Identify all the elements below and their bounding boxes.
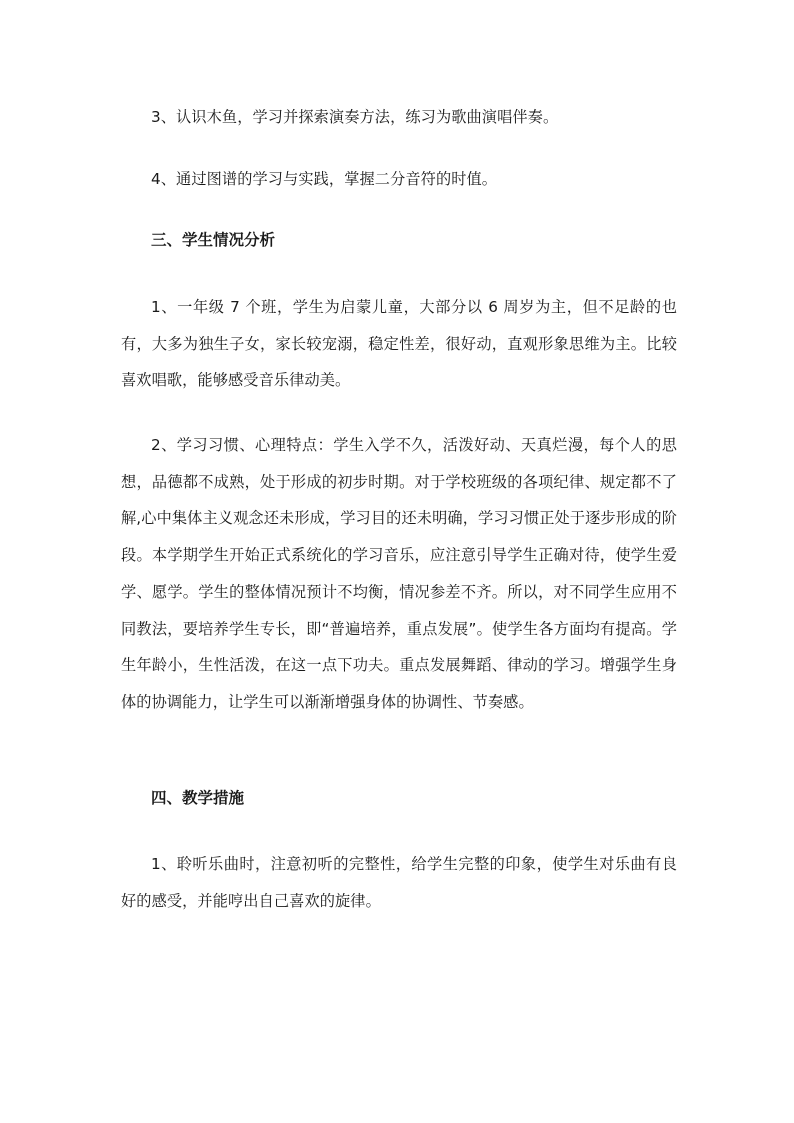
paragraph-item-4: 4、通过图谱的学习与实践，掌握二分音符的时值。 — [151, 170, 498, 188]
section-heading-student-analysis: 三、学生情况分析 — [151, 231, 276, 249]
paragraph-student-analysis-2: 2、学习习惯、心理特点：学生入学不久，活泼好动、天真烂漫，每个人的思想，品德都不成熟，处于形成的初步时期。对于学校班级的各项纪律、规定都不了解,心中集体主义观念还未形成，学习目的还未明确，学习习惯正处于逐步形成的阶段。本学期学生开始正式系统化的学习音乐，应注意引导学生正确对待，使学生爱学、愿学。学生的整体情况预计不均衡，情况参差不齐。所以，对不同学生应用不同教法，要培养学生专长，即“普遍培养，重点发展”。使学生各方面均有提高。学生年龄小，生性活泼，在这一点下功夫。重点发展舞蹈、律动的学习。增强学生身体的协调能力，让学生可以渐渐增强身体的协调性、节奏感。 — [121, 436, 677, 711]
paragraph-student-analysis-1: 1、一年级 7 个班，学生为启蒙儿童，大部分以 6 周岁为主，但不足龄的也有，大多为独生子女，家长较宠溺，稳定性差，很好动，直观形象思维为主。比较喜欢唱歌，能够感受音乐律动美。 — [121, 298, 677, 390]
section-heading-teaching-measures: 四、教学措施 — [151, 789, 245, 807]
paragraph-item-3: 3、认识木鱼，学习并探索演奏方法，练习为歌曲演唱伴奏。 — [151, 108, 559, 126]
paragraph-teaching-measures-1: 1、聆听乐曲时，注意初听的完整性，给学生完整的印象，使学生对乐曲有良好的感受，并能哼出自己喜欢的旋律。 — [121, 855, 677, 910]
